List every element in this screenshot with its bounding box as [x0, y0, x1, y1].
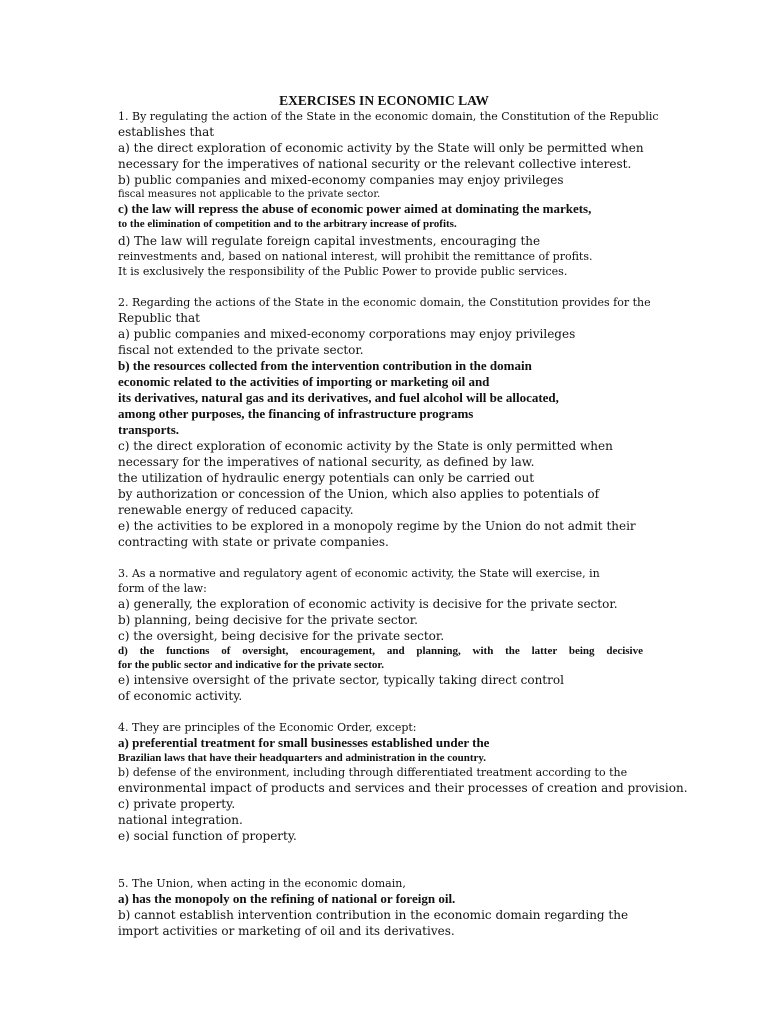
question-2-option-d-cont: renewable energy of reduced capacity.: [118, 503, 354, 517]
question-2-option-e-cont: contracting with state or private companies.: [118, 535, 389, 549]
question-3-stem-cont: form of the law:: [118, 582, 207, 595]
question-2-option-a-cont: fiscal not extended to the private sector.: [118, 343, 364, 357]
question-5-stem: 5. The Union, when acting in the economic domain,: [118, 877, 406, 890]
question-2-option-b-cont: its derivatives, natural gas and its derivatives, and fuel alcohol will be allocated,: [118, 390, 559, 405]
question-3-option-c: c) the oversight, being decisive for the private sector.: [118, 629, 445, 643]
question-1-option-d: d) The law will regulate foreign capital investments, encouraging the: [118, 234, 541, 248]
question-4-option-a-cont: Brazilian laws that have their headquarters and administration in the country.: [118, 752, 487, 764]
question-3-option-e-cont: of economic activity.: [118, 689, 243, 703]
question-3-option-b: b) planning, being decisive for the private sector.: [118, 613, 418, 627]
question-2-option-c-cont: necessary for the imperatives of national security, as defined by law.: [118, 455, 535, 469]
question-4-option-c: c) private property.: [118, 797, 236, 811]
question-1-option-e: It is exclusively the responsibility of the Public Power to provide public services.: [118, 265, 568, 278]
question-2-option-b-cont: economic related to the activities of importing or marketing oil and: [118, 374, 490, 389]
question-5-option-a: a) has the monopoly on the refining of national or foreign oil.: [118, 891, 456, 906]
question-2-option-c: c) the direct exploration of economic activity by the State is only permitted when: [118, 439, 613, 453]
question-1-option-d-cont: reinvestments and, based on national interest, will prohibit the remittance of profits.: [118, 250, 593, 263]
question-1-option-a: a) the direct exploration of economic activity by the State will only be permitted when: [118, 141, 644, 155]
question-2-option-b-cont: among other purposes, the financing of infrastructure programs: [118, 406, 474, 421]
question-5-option-b: b) cannot establish intervention contribution in the economic domain regarding the: [118, 908, 629, 922]
question-1: [118, 109, 678, 279]
question-2-option-a: a) public companies and mixed-economy corporations may enjoy privileges: [118, 327, 576, 341]
question-4-option-b: b) defense of the environment, including through differentiated treatment according to the: [118, 766, 628, 779]
question-2-stem: 2. Regarding the actions of the State in the economic domain, the Constitution provides for the: [118, 296, 651, 309]
question-2-option-b-cont: transports.: [118, 422, 180, 437]
question-1-option-c: c) the law will repress the abuse of economic power aimed at dominating the markets,: [118, 201, 592, 216]
question-4-option-b-cont: environmental impact of products and services and their processes of creation and provision.: [118, 781, 688, 795]
question-3: [118, 566, 678, 704]
question-1-option-c-cont: to the elimination of competition and to the arbitrary increase of profits.: [118, 218, 457, 230]
question-1-option-a-cont: necessary for the imperatives of national security or the relevant collective interest.: [118, 157, 632, 171]
question-1-stem-cont: establishes that: [118, 125, 215, 139]
question-3-option-d-cont: for the public sector and indicative for the private sector.: [118, 659, 385, 671]
question-3-option-d: d) the functions of oversight, encouragement, and planning, with the latter being decisive: [118, 645, 643, 657]
question-5-option-b-cont: import activities or marketing of oil and its derivatives.: [118, 924, 455, 938]
question-3-option-a: a) generally, the exploration of economic activity is decisive for the private sector.: [118, 597, 618, 611]
question-1-option-b: b) public companies and mixed-economy companies may enjoy privileges: [118, 173, 564, 187]
question-4-option-e: e) social function of property.: [118, 829, 297, 843]
question-2-option-d: the utilization of hydraulic energy potentials can only be carried out: [118, 471, 535, 485]
question-4: [118, 720, 688, 844]
question-1-option-b-cont: fiscal measures not applicable to the private sector.: [118, 189, 381, 200]
question-2-option-e: e) the activities to be explored in a monopoly regime by the Union do not admit their: [118, 519, 636, 533]
document-title: EXERCISES IN ECONOMIC LAW: [279, 93, 489, 108]
question-4-option-d: national integration.: [118, 813, 243, 827]
question-2: [118, 295, 678, 550]
question-1-stem: 1. By regulating the action of the State in the economic domain, the Constitution of the Republic: [118, 110, 659, 123]
question-2-option-b: b) the resources collected from the intervention contribution in the domain: [118, 358, 532, 373]
question-2-stem-cont: Republic that: [118, 311, 200, 325]
question-4-option-a: a) preferential treatment for small businesses established under the: [118, 735, 490, 750]
question-4-stem: 4. They are principles of the Economic Order, except:: [118, 721, 417, 734]
document-body: [118, 109, 688, 939]
question-3-option-e: e) intensive oversight of the private sector, typically taking direct control: [118, 673, 564, 687]
question-2-option-d-cont: by authorization or concession of the Union, which also applies to potentials of: [118, 487, 600, 501]
question-5: [118, 876, 678, 939]
question-3-stem: 3. As a normative and regulatory agent of economic activity, the State will exercise, in: [118, 567, 600, 580]
